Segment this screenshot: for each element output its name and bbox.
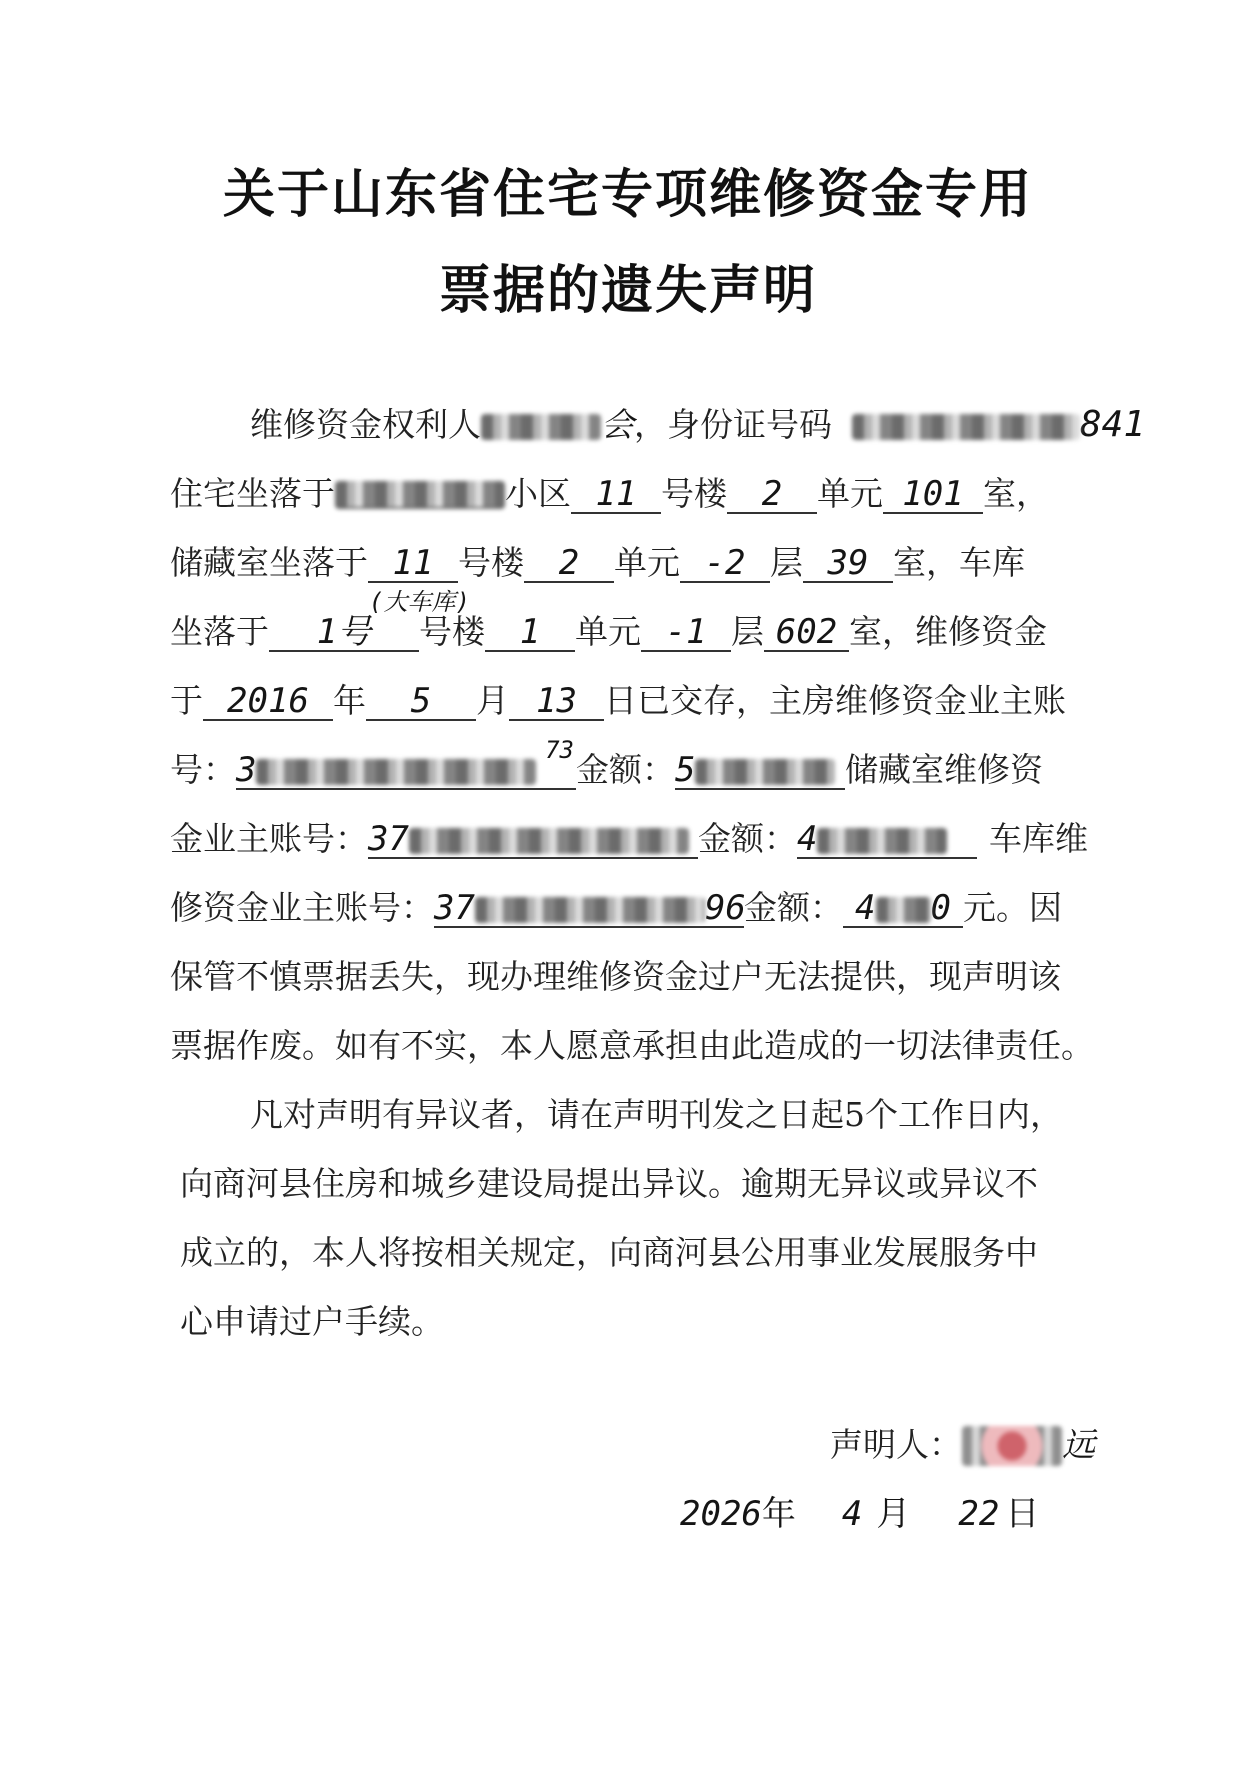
unit-label: 单元 (575, 612, 641, 651)
room-label: 室，车库 (893, 543, 1025, 582)
body-line-4 (170, 588, 1090, 652)
signature-month-label: 月 (876, 1494, 911, 1534)
signature-day-label: 日 (1005, 1494, 1040, 1534)
signature-line (830, 1425, 1130, 1466)
year-label: 年 (333, 681, 366, 720)
body-line-10: 票据作废。如有不实，本人愿意承担由此造成的一切法律责任。 (170, 1026, 1094, 1065)
storage-amount (797, 821, 977, 859)
floor-label: 层 (770, 543, 803, 582)
id-number-tail: 841 (1080, 404, 1146, 445)
signature-date (680, 1494, 1080, 1534)
body-line-1 (250, 405, 1170, 445)
signature-month: 4 (841, 1494, 863, 1534)
storage-floor-number: -2 (680, 545, 770, 583)
garage-amount-suffix: 元。因 (963, 888, 1062, 927)
signature-tail: 远 (1062, 1425, 1095, 1464)
storage-account-label: 金业主账号： (170, 819, 368, 858)
room-label: 室，维修资金 (849, 612, 1047, 651)
garage-amount-label: 金额： (744, 888, 843, 927)
main-amount (675, 752, 845, 790)
storage-location-label: 储藏室坐落于 (170, 543, 368, 582)
id-number-label: ，身份证号码 (634, 405, 832, 444)
body-line-8 (170, 888, 1090, 928)
storage-fund-label: 储藏室维修资 (845, 750, 1043, 789)
redacted-name (481, 414, 601, 440)
signature-year: 2026 (680, 1494, 762, 1534)
residence-location-label: 住宅坐落于 (170, 474, 335, 513)
redacted-garage-amount (876, 897, 931, 923)
redacted-storage-account (409, 828, 689, 854)
garage-unit-number: 1 (485, 614, 575, 652)
storage-room-number: 39 (803, 545, 893, 583)
room-label: 室， (983, 474, 1049, 513)
storage-building-number: 11 (368, 545, 458, 583)
redacted-id-number (852, 414, 1080, 440)
signature-day: 22 (958, 1494, 1000, 1534)
building-label: 号楼 (458, 543, 524, 582)
residence-room-number: 101 (883, 476, 983, 514)
declarant-label: 声明人： (830, 1425, 962, 1464)
garage-location-label: 坐落于 (170, 612, 269, 651)
garage-building-note: (大车库) (369, 588, 470, 616)
storage-unit-number: 2 (524, 545, 614, 583)
storage-amount-label: 金额： (698, 819, 797, 858)
main-account-number (236, 736, 576, 790)
storage-amount-head: 4 (797, 819, 818, 859)
deposit-day-label: 日已交存，主房维修资金业主账 (604, 681, 1066, 720)
deposit-month: 5 (366, 683, 476, 721)
garage-room-number: 602 (764, 614, 849, 652)
rights-holder-label: 维修资金权利人 (250, 405, 481, 444)
residence-building-number: 11 (571, 476, 661, 514)
deposit-year: 2016 (203, 683, 333, 721)
body-line-2 (170, 474, 1090, 514)
storage-account-head: 37 (368, 819, 409, 859)
floor-label: 层 (731, 612, 764, 651)
body-line-5 (170, 681, 1090, 721)
garage-account-label: 修资金业主账号： (170, 888, 434, 927)
signature-year-label: 年 (761, 1494, 796, 1534)
main-account-label: 号： (170, 750, 236, 789)
redacted-main-amount (695, 759, 835, 785)
residence-unit-number: 2 (727, 476, 817, 514)
redacted-garage-account (475, 897, 705, 923)
garage-amount-head: 4 (855, 888, 876, 928)
main-account-tail: 73 (545, 736, 574, 764)
redacted-main-account (256, 759, 536, 785)
garage-building-value: 1号 (316, 612, 372, 652)
garage-account-number (434, 890, 744, 928)
notice-line-1: 凡对声明有异议者，请在声明刊发之日起5个工作日内， (250, 1095, 1063, 1134)
title-line-2: 票据的遗失声明 (438, 261, 817, 321)
main-amount-head: 5 (675, 750, 696, 790)
deposit-day: 13 (509, 683, 604, 721)
body-line-6 (170, 736, 1090, 790)
title-line-1: 关于山东省住宅专项维修资金专用 (222, 165, 1033, 225)
notice-line-4: 心申请过户手续。 (180, 1302, 444, 1341)
date-prefix: 于 (170, 681, 203, 720)
notice-line-3: 成立的，本人将按相关规定，向商河县公用事业发展服务中 (180, 1233, 1038, 1272)
unit-label: 单元 (614, 543, 680, 582)
building-label: 号楼 (661, 474, 727, 513)
month-label: 月 (476, 681, 509, 720)
storage-account-number (368, 821, 698, 859)
main-amount-label: 金额： (576, 750, 675, 789)
garage-fund-label: 车库维 (989, 819, 1088, 858)
notice-line-2: 向商河县住房和城乡建设局提出异议。逾期无异议或异议不 (180, 1164, 1038, 1203)
body-line-7 (170, 819, 1090, 859)
garage-account-head: 37 (434, 888, 475, 928)
redacted-storage-amount (817, 828, 947, 854)
garage-amount (843, 890, 963, 928)
garage-account-tail: 96 (704, 888, 746, 928)
body-line-3 (170, 543, 1090, 583)
garage-amount-tail: 0 (930, 888, 951, 928)
estate-label: 小区 (505, 474, 571, 513)
redacted-signature (962, 1426, 1062, 1466)
name-tail: 会 (601, 405, 634, 444)
unit-label: 单元 (817, 474, 883, 513)
main-account-head: 3 (236, 750, 257, 790)
redacted-estate-name (335, 481, 505, 509)
garage-floor-number: -1 (641, 614, 731, 652)
building-label: 号楼 (419, 612, 485, 651)
body-line-9: 保管不慎票据丢失，现办理维修资金过户无法提供，现声明该 (170, 957, 1061, 996)
